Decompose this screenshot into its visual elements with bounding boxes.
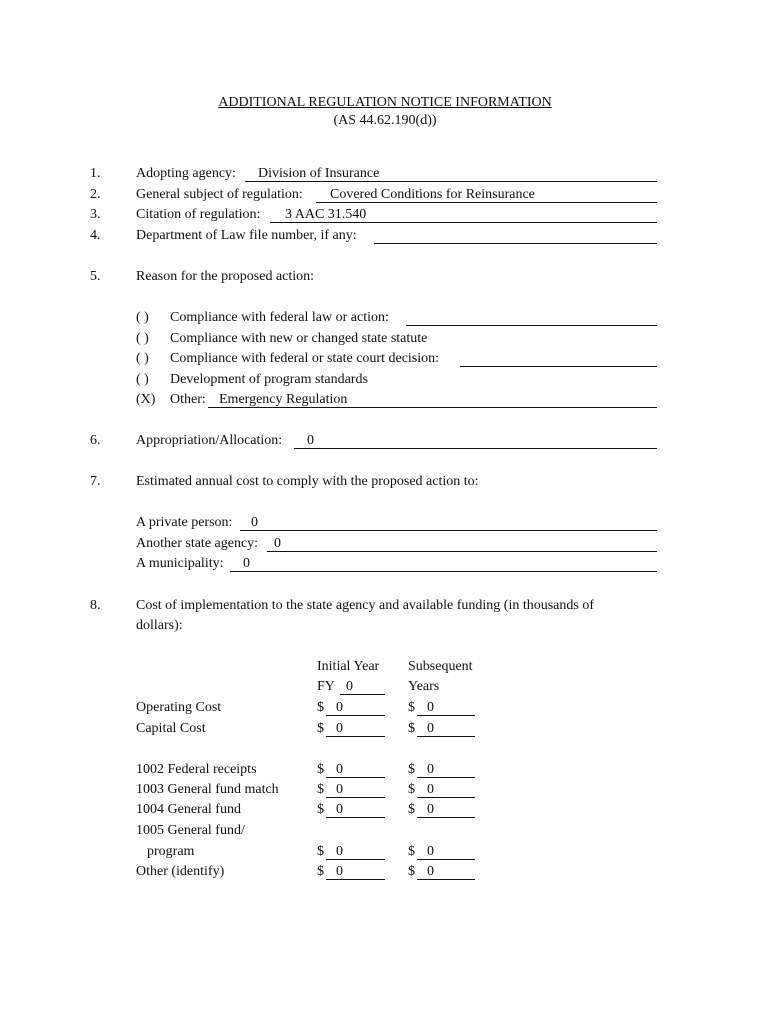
table-cell-subsequent: 0 [427,700,434,715]
fill-line [340,694,385,695]
fill-line [417,859,475,860]
reason-text: Other: [170,392,206,407]
table-cell-initial: 0 [336,802,343,817]
col-fy-label: FY [317,679,335,694]
appropriation-label: Appropriation/Allocation: [136,433,283,448]
reason-checkbox[interactable]: ( ) [136,372,149,387]
table-cell-subsequent: 0 [427,844,434,859]
col-initial-header: Initial Year [317,659,380,674]
currency-symbol: $ [408,864,415,879]
law-file-label: Department of Law file number, if any: [136,228,357,243]
fill-line [245,181,657,182]
document-title: ADDITIONAL REGULATION NOTICE INFORMATION [218,95,552,110]
private-person-label: A private person: [136,515,233,530]
fill-line [417,797,475,798]
fill-line [406,325,657,326]
col-subsequent-header: Subsequent [408,659,473,674]
item-number: 4. [90,228,101,243]
fill-line [326,817,385,818]
currency-symbol: $ [408,721,415,736]
fill-line [326,859,385,860]
currency-symbol: $ [408,782,415,797]
currency-symbol: $ [408,802,415,817]
table-cell-initial: 0 [336,864,343,879]
subject-label: General subject of regulation: [136,187,303,202]
fill-line [270,222,657,223]
fill-line [208,407,657,408]
reason-checkbox[interactable]: ( ) [136,310,149,325]
fill-line [267,551,657,552]
table-cell-initial: 0 [336,721,343,736]
fill-line [326,715,385,716]
currency-symbol: $ [317,762,324,777]
fill-line [460,366,657,367]
cost-label: Estimated annual cost to comply with the proposed action to: [136,474,479,489]
table-cell-initial: 0 [336,844,343,859]
state-agency-label: Another state agency: [136,536,259,551]
fill-line [417,777,475,778]
fill-line [294,448,657,449]
table-row-label: 1003 General fund match [136,782,279,797]
appropriation-value: 0 [307,433,314,448]
table-cell-initial: 0 [336,700,343,715]
currency-symbol: $ [408,762,415,777]
reason-checkbox[interactable]: ( ) [136,351,149,366]
fill-line [230,571,657,572]
citation-label: Citation of regulation: [136,207,261,222]
reason-label: Reason for the proposed action: [136,269,315,284]
table-cell-subsequent: 0 [427,762,434,777]
municipality-label: A municipality: [136,556,224,571]
fill-line [316,202,657,203]
table-row-label: Other (identify) [136,864,225,879]
reason-checkbox[interactable]: ( ) [136,331,149,346]
fill-line [326,797,385,798]
currency-symbol: $ [317,844,324,859]
currency-symbol: $ [317,721,324,736]
currency-symbol: $ [408,700,415,715]
item-number: 1. [90,166,101,181]
municipality-value: 0 [243,556,250,571]
law-file-field[interactable] [374,243,657,244]
reason-other-value: Emergency Regulation [219,392,348,407]
table-row-label: Operating Cost [136,700,222,715]
currency-symbol: $ [408,844,415,859]
fill-line [417,817,475,818]
reason-text: Compliance with federal law or action: [170,310,389,325]
table-cell-initial: 0 [336,782,343,797]
private-person-value: 0 [251,515,258,530]
table-cell-subsequent: 0 [427,782,434,797]
adopting-agency-label: Adopting agency: [136,166,236,181]
table-row-label: 1004 General fund [136,802,241,817]
item-number: 7. [90,474,101,489]
document-subtitle: (AS 44.62.190(d)) [333,113,437,128]
reason-checkbox-checked[interactable]: (X) [136,392,156,407]
item-number: 8. [90,598,101,613]
fill-line [417,879,475,880]
col-years-label: Years [408,679,440,694]
currency-symbol: $ [317,864,324,879]
table-row-label: 1005 General fund/ [136,823,245,838]
col-fy-value: 0 [346,679,353,694]
currency-symbol: $ [317,802,324,817]
adopting-agency-value: Division of Insurance [258,166,380,181]
implementation-label: Cost of implementation to the state agency and available funding (in thousands of [136,598,595,613]
table-cell-subsequent: 0 [427,864,434,879]
table-cell-initial: 0 [336,762,343,777]
fill-line [326,736,385,737]
currency-symbol: $ [317,782,324,797]
table-row-label: Capital Cost [136,721,206,736]
item-number: 3. [90,207,101,222]
item-number: 2. [90,187,101,202]
table-row-label: 1002 Federal receipts [136,762,257,777]
reason-text: Compliance with federal or state court decision: [170,351,440,366]
state-agency-value: 0 [274,536,281,551]
fill-line [326,777,385,778]
fill-line [240,530,657,531]
reason-text: Development of program standards [170,372,368,387]
reason-text: Compliance with new or changed state statute [170,331,428,346]
currency-symbol: $ [317,700,324,715]
fill-line [417,736,475,737]
table-row-label: program [147,844,195,859]
fill-line [326,879,385,880]
subject-value: Covered Conditions for Reinsurance [330,187,535,202]
table-cell-subsequent: 0 [427,802,434,817]
implementation-label-cont: dollars): [136,618,183,633]
fill-line [417,715,475,716]
item-number: 6. [90,433,101,448]
table-cell-subsequent: 0 [427,721,434,736]
item-number: 5. [90,269,101,284]
citation-value: 3 AAC 31.540 [285,207,367,222]
